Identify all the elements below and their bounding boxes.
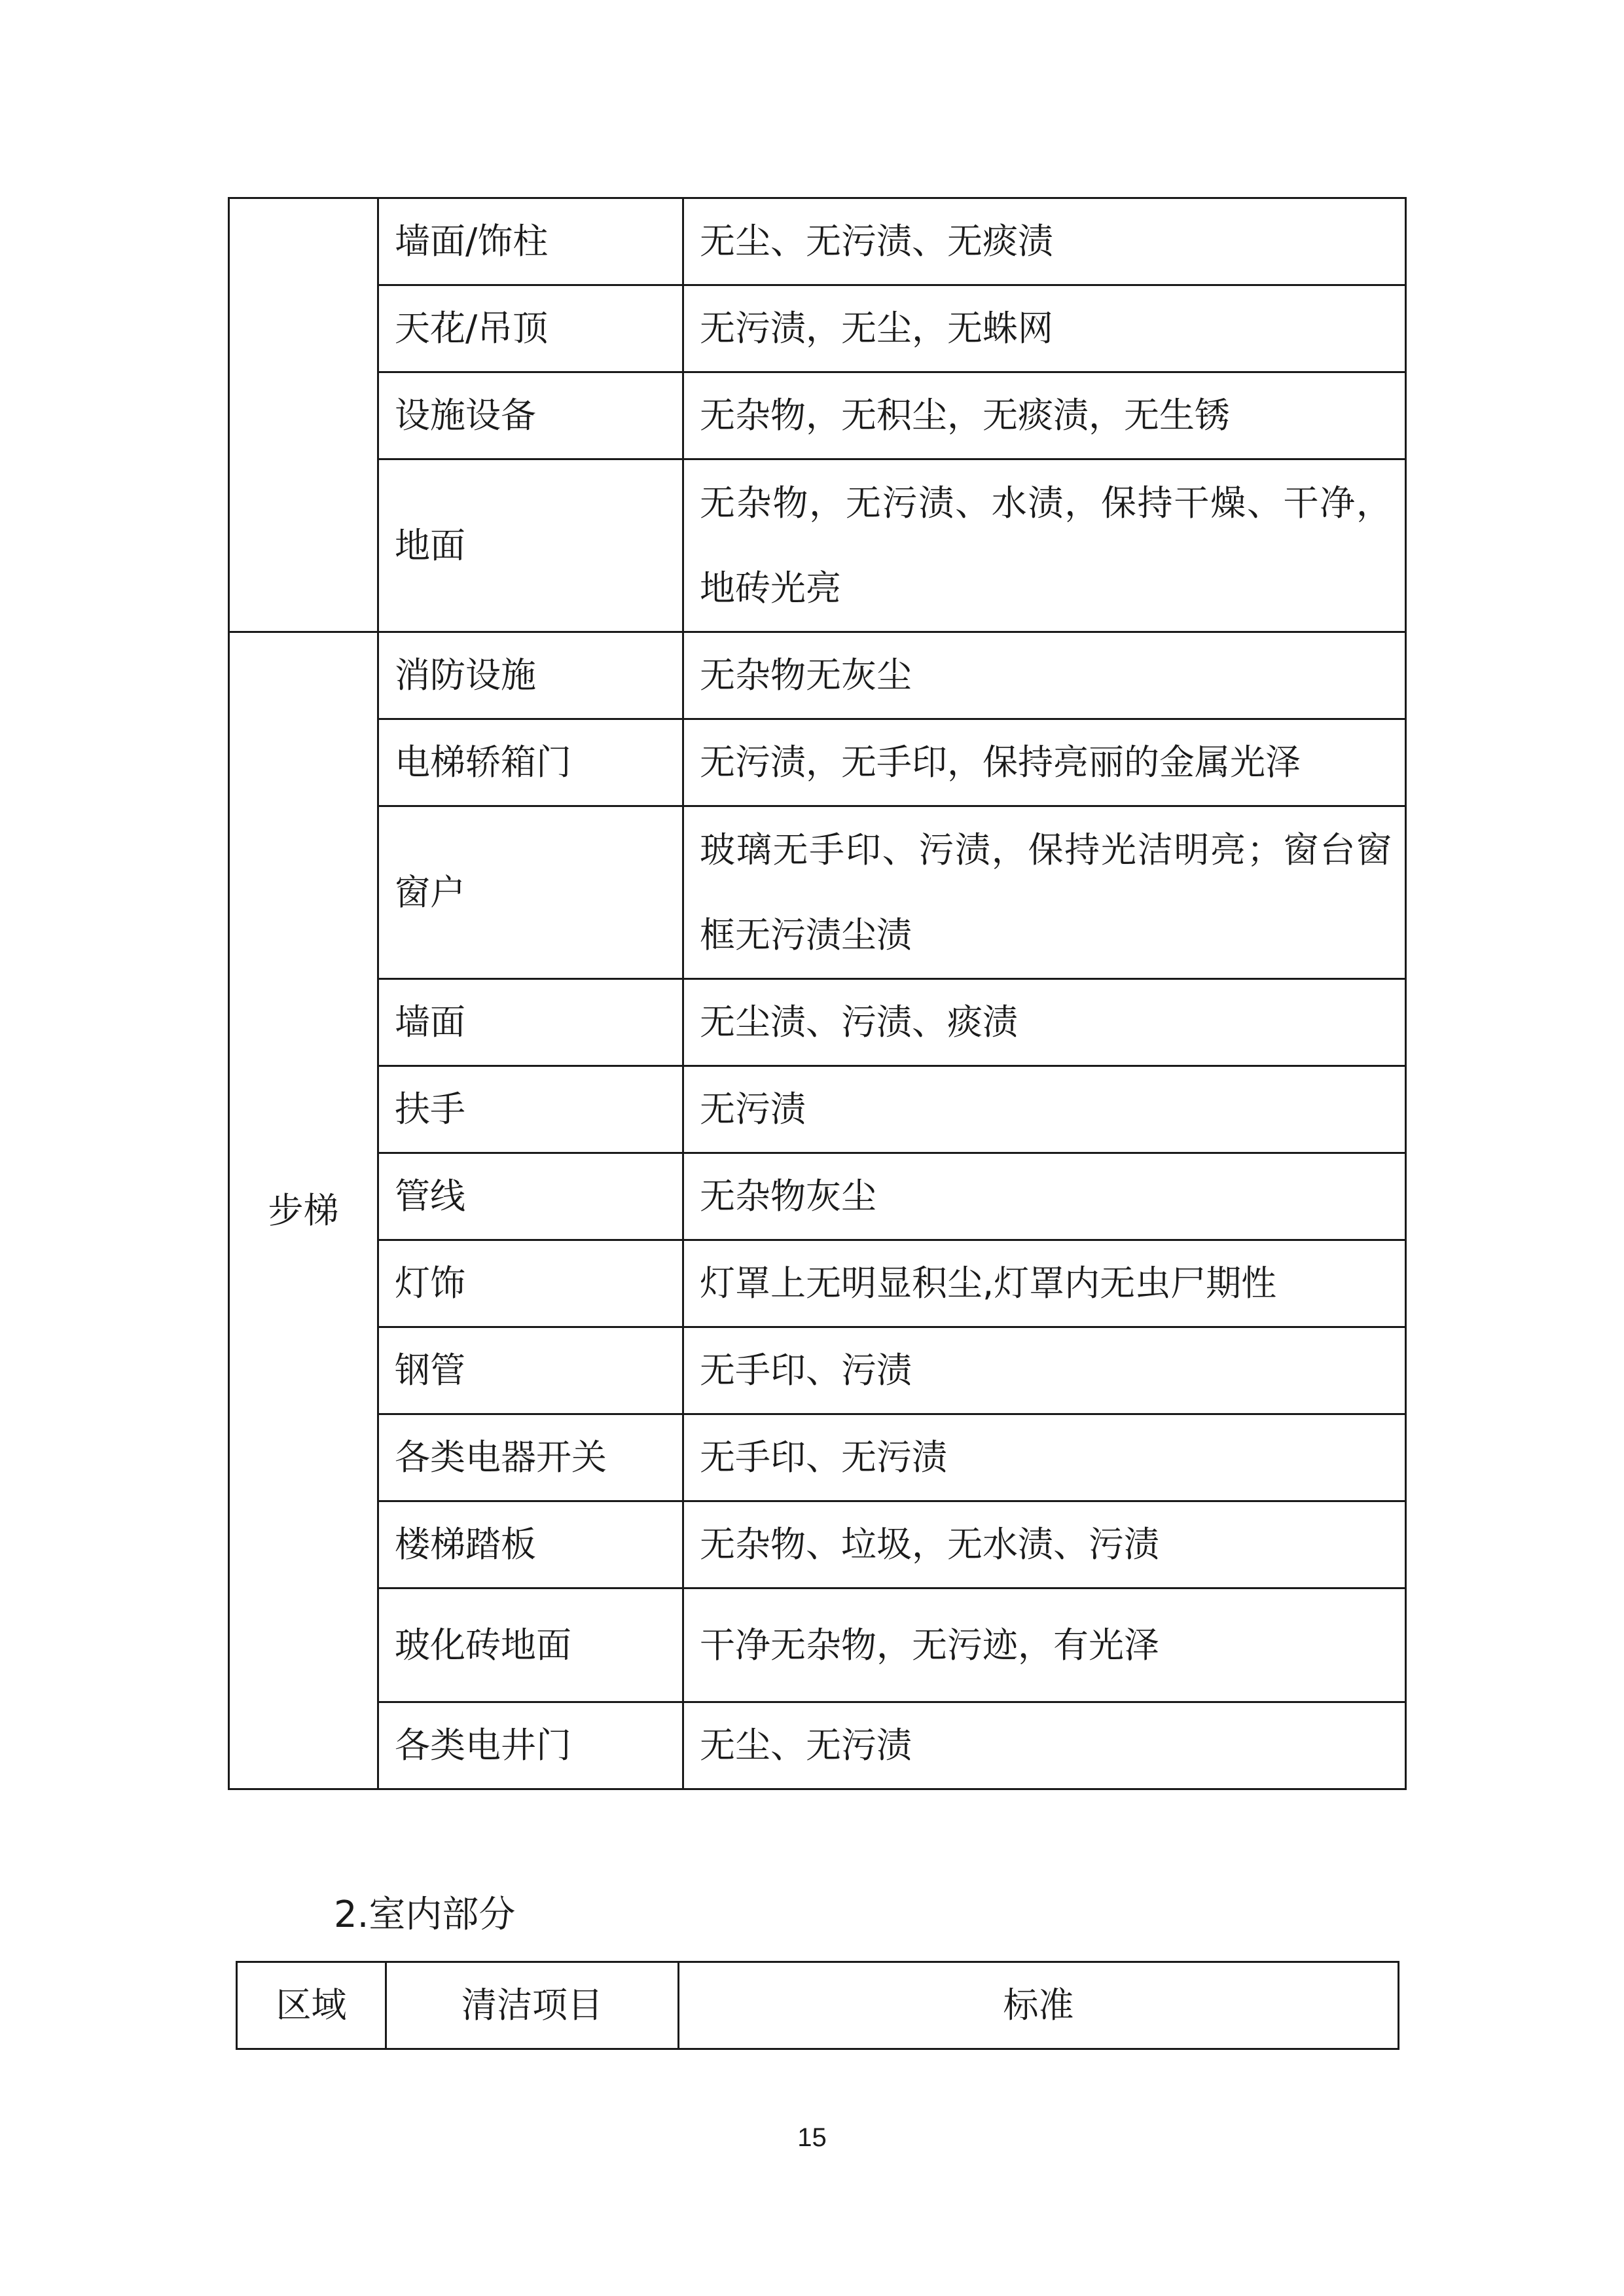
- table-row: [229, 719, 1406, 806]
- standard-cell: 玻璃无手印、污渍，保持光洁明亮；窗台窗框无污渍尘渍: [683, 806, 1406, 979]
- standard-cell: 无手印、污渍: [683, 1327, 1406, 1414]
- table-row: [229, 1240, 1406, 1327]
- table-row: [229, 1066, 1406, 1153]
- table-row: [229, 632, 1406, 719]
- item-cell: 管线: [378, 1153, 683, 1240]
- item-cell: 各类电器开关: [378, 1414, 683, 1501]
- table-row: [229, 1327, 1406, 1414]
- standard-cell: 无尘渍、污渍、痰渍: [683, 979, 1406, 1066]
- standard-cell: 无杂物灰尘: [683, 1153, 1406, 1240]
- interior-standards-table: [236, 1961, 1399, 2050]
- standard-cell: 无尘、无污渍: [683, 1702, 1406, 1789]
- item-cell: 墙面/饰柱: [378, 198, 683, 285]
- standard-cell: 无污渍，无尘，无蛛网: [683, 285, 1406, 372]
- header-cleaning-item: 清洁项目: [386, 1962, 679, 2049]
- item-cell: 玻化砖地面: [378, 1588, 683, 1702]
- table-row: [229, 979, 1406, 1066]
- item-cell: 窗户: [378, 806, 683, 979]
- standard-cell: 无杂物，无积尘，无痰渍，无生锈: [683, 372, 1406, 459]
- item-cell: 消防设施: [378, 632, 683, 719]
- table-header-row: [237, 1962, 1399, 2049]
- table-row: [229, 1414, 1406, 1501]
- standard-cell: 无污渍: [683, 1066, 1406, 1153]
- item-cell: 设施设备: [378, 372, 683, 459]
- item-cell: 电梯轿箱门: [378, 719, 683, 806]
- item-cell: 灯饰: [378, 1240, 683, 1327]
- standard-cell: 无杂物、垃圾，无水渍、污渍: [683, 1501, 1406, 1588]
- area-cell-continued: [229, 198, 378, 632]
- table-row: [229, 372, 1406, 459]
- table-row: [229, 806, 1406, 979]
- standard-cell: 无杂物，无污渍、水渍，保持干燥、干净，地砖光亮: [683, 459, 1406, 632]
- standard-cell: 无手印、无污渍: [683, 1414, 1406, 1501]
- standard-cell: 无尘、无污渍、无痰渍: [683, 198, 1406, 285]
- table-row: [229, 459, 1406, 632]
- table-row: [229, 1702, 1406, 1789]
- item-cell: 楼梯踏板: [378, 1501, 683, 1588]
- table-row: [229, 1501, 1406, 1588]
- item-cell: 天花/吊顶: [378, 285, 683, 372]
- table-row: [229, 198, 1406, 285]
- standard-cell: 灯罩上无明显积尘,灯罩内无虫尸期性: [683, 1240, 1406, 1327]
- item-cell: 地面: [378, 459, 683, 632]
- item-cell: 钢管: [378, 1327, 683, 1414]
- standard-cell: 无杂物无灰尘: [683, 632, 1406, 719]
- section-heading: 2.室内部分: [334, 1893, 516, 1936]
- standard-cell: 无污渍，无手印，保持亮丽的金属光泽: [683, 719, 1406, 806]
- header-area: 区域: [237, 1962, 386, 2049]
- table-row: [229, 1153, 1406, 1240]
- item-cell: 各类电井门: [378, 1702, 683, 1789]
- table-row: [229, 1588, 1406, 1702]
- header-standard: 标准: [679, 1962, 1399, 2049]
- standard-cell: 干净无杂物，无污迹，有光泽: [683, 1588, 1406, 1702]
- table-row: [229, 285, 1406, 372]
- area-cell-stairs: 步梯: [229, 632, 378, 1789]
- item-cell: 扶手: [378, 1066, 683, 1153]
- cleaning-standards-table: [228, 197, 1407, 1790]
- page-number: 15: [797, 2123, 827, 2152]
- item-cell: 墙面: [378, 979, 683, 1066]
